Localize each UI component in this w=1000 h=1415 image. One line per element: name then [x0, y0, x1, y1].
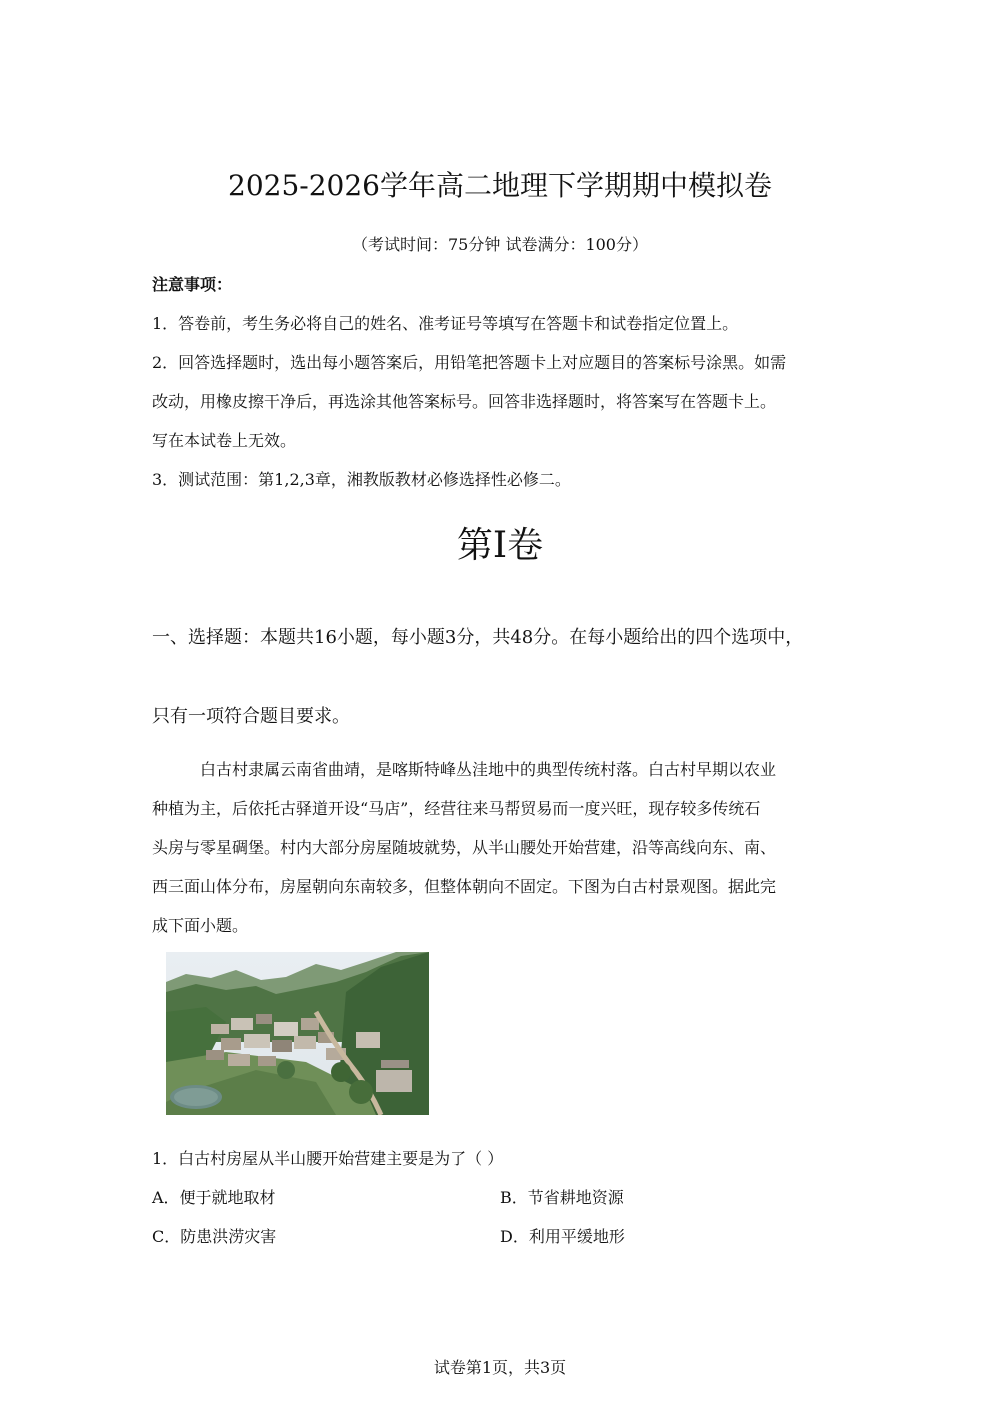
option-c[interactable]: C．防患洪涝灾害 — [152, 1227, 277, 1246]
notice-item: 2．回答选择题时，选出每小题答案后，用铅笔把答题卡上对应题目的答案标号涂黑。如需 — [152, 353, 787, 372]
notice-item: 3．测试范围：第1,2,3章，湘教版教材必修选择性必修二。 — [152, 470, 571, 489]
section-description: 只有一项符合题目要求。 — [152, 706, 350, 727]
passage-line: 西三面山体分布，房屋朝向东南较多，但整体朝向不固定。下图为白古村景观图。据此完 — [152, 877, 777, 896]
passage-line: 种植为主，后依托古驿道开设“马店”，经营往来马帮贸易而一度兴旺，现存较多传统石 — [152, 799, 761, 818]
option-d[interactable]: D．利用平缓地形 — [500, 1227, 625, 1246]
passage-line: 成下面小题。 — [152, 916, 249, 935]
notice-heading: 注意事项： — [152, 275, 233, 294]
section-description: 一、选择题：本题共16小题，每小题3分，共48分。在每小题给出的四个选项中， — [152, 627, 804, 648]
notice-item: 改动，用橡皮擦干净后，再选涂其他答案标号。回答非选择题时，将答案写在答题卡上。 — [152, 392, 777, 411]
option-a[interactable]: A．便于就地取材 — [152, 1188, 276, 1207]
notice-item: 写在本试卷上无效。 — [152, 431, 297, 450]
exam-subtitle: （考试时间：75分钟 试卷满分：100分） — [352, 235, 648, 254]
section-title: 第Ⅰ卷 — [456, 525, 544, 566]
page-footer: 试卷第1页，共3页 — [433, 1358, 567, 1377]
question-stem: 1．白古村房屋从半山腰开始营建主要是为了（ ） — [152, 1149, 504, 1168]
exam-title: 2025-2026学年高二地理下学期期中模拟卷 — [228, 169, 772, 202]
village-landscape-photo — [166, 952, 429, 1115]
passage-line: 白古村隶属云南省曲靖，是喀斯特峰丛洼地中的典型传统村落。白古村早期以农业 — [200, 760, 777, 779]
option-b[interactable]: B．节省耕地资源 — [500, 1188, 624, 1207]
passage-line: 头房与零星碉堡。村内大部分房屋随坡就势，从半山腰处开始营建，沿等高线向东、南、 — [152, 838, 777, 857]
notice-item: 1．答卷前，考生务必将自己的姓名、准考证号等填写在答题卡和试卷指定位置上。 — [152, 314, 739, 333]
